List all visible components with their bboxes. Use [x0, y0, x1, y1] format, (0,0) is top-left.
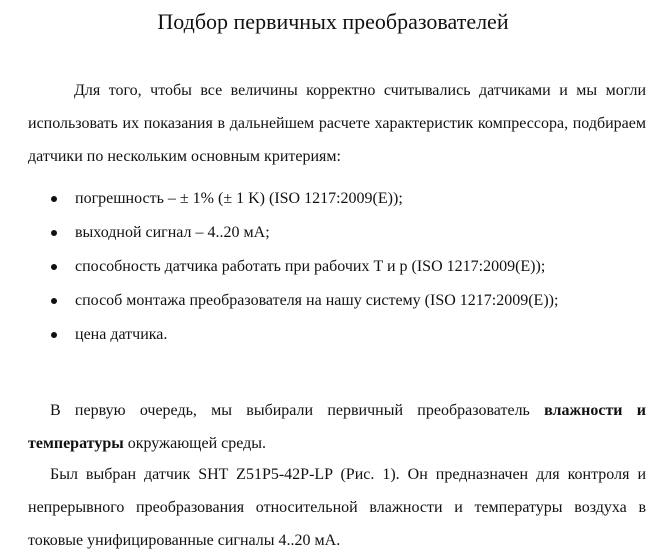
bullet-icon [51, 332, 57, 338]
section-title: Подбор первичных преобразователей [157, 9, 509, 34]
paragraph-text: В первую очередь, мы выбирали первичный преобразователь [50, 402, 545, 419]
bullet-icon [51, 298, 57, 304]
list-item-text: способность датчика работать при рабочих T и p (ISO 1217:2009(E)); [75, 258, 546, 275]
bullet-icon [51, 196, 57, 202]
bullet-icon [51, 264, 57, 270]
bullet-icon [51, 230, 57, 236]
sensor-paragraph: Был выбран датчик SHT Z51P5-42P-LP (Рис. 1). Он предназначен для контроля и непрерывного преобразования относительной влажности и температуры воздуха в токовые унифицированные сигналы 4..20 мА. [28, 466, 646, 549]
list-item-text: способ монтажа преобразователя на нашу систему (ISO 1217:2009(E)); [75, 292, 559, 309]
bold-text-humidity: влажности и [544, 402, 646, 419]
list-item-text: выходной сигнал – 4..20 мА; [75, 224, 270, 241]
humidity-temperature-paragraph [28, 394, 646, 460]
intro-paragraph: Для того, чтобы все величины корректно считывались датчиками и мы могли использовать их показания в дальнейшем расчете характеристик компрессора, подбираем датчики по нескольким основным критериям: [28, 82, 646, 165]
list-item-text: цена датчика. [75, 326, 168, 343]
bold-text-temperature: температуры [28, 435, 124, 452]
paragraph-text-end: окружающей среды. [123, 435, 267, 452]
list-item-text: погрешность – ± 1% (± 1 K) (ISO 1217:2009(E)); [75, 190, 403, 207]
